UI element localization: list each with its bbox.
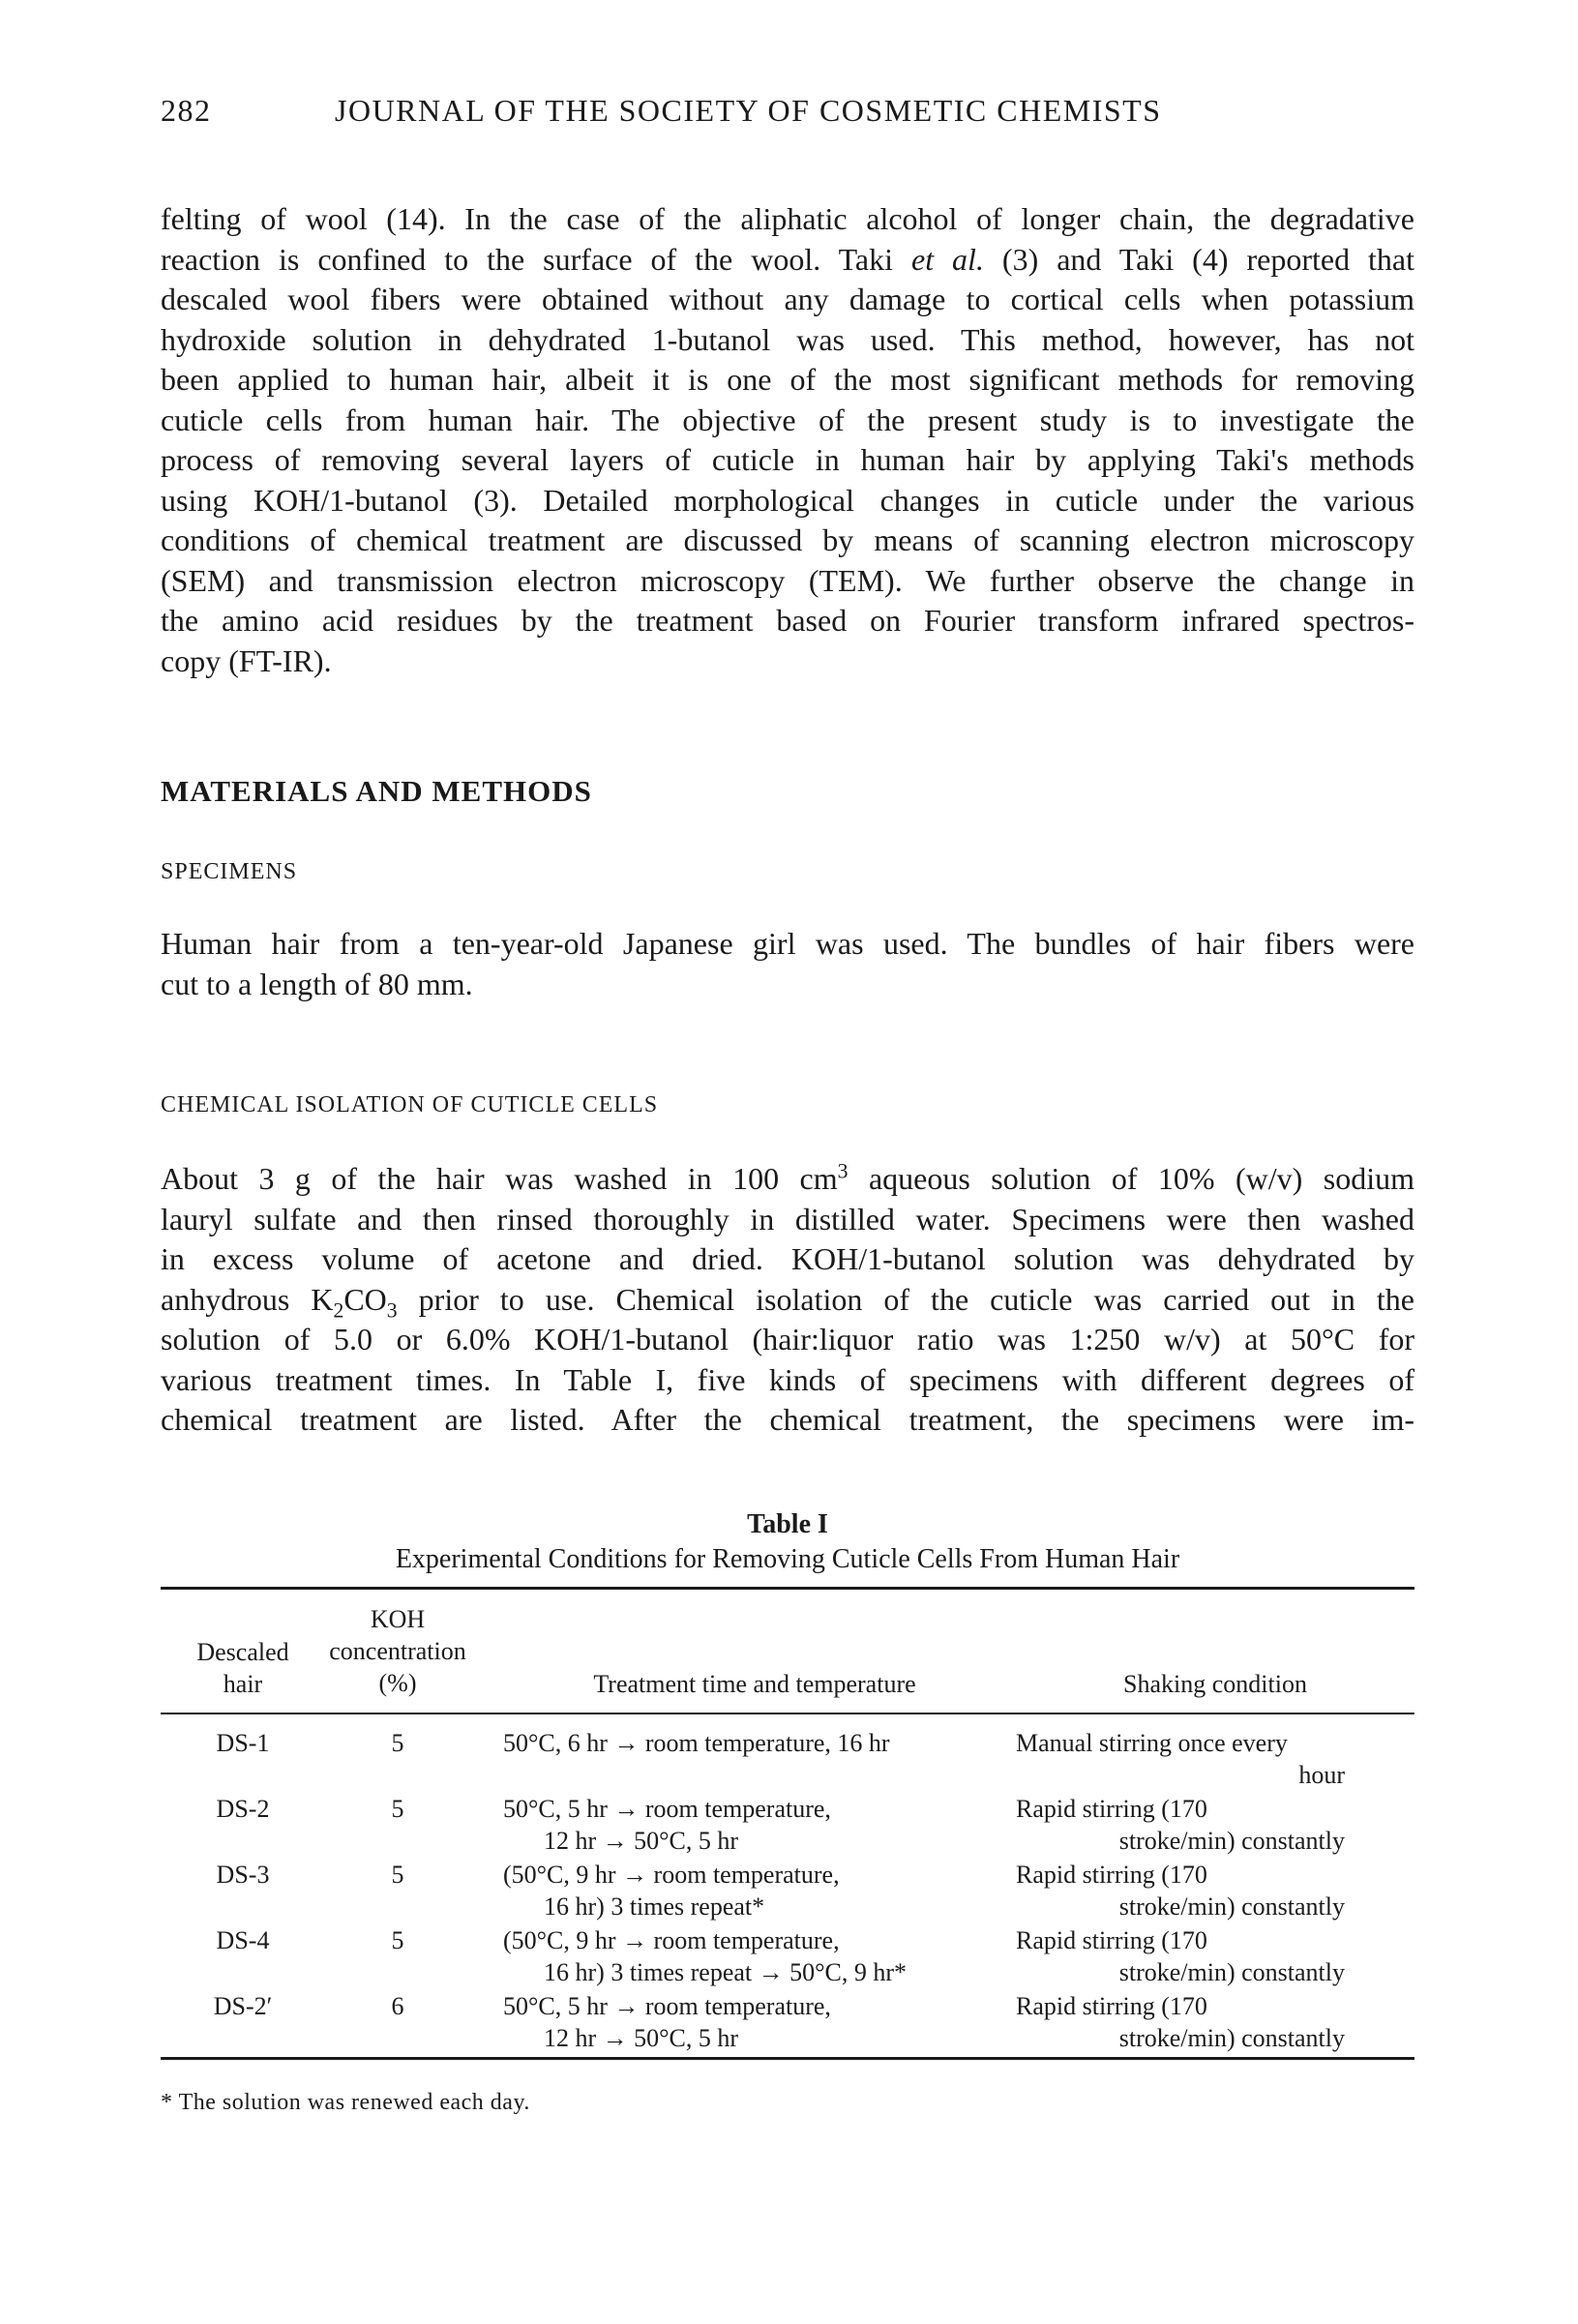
text-line: various treatment times. In Table I, five kinds of specimens with different degrees of <box>161 1361 1414 1397</box>
table-cell-sample: DS-1 <box>216 1729 270 1757</box>
page-number: 282 <box>161 93 212 128</box>
text-line: copy (FT-IR). <box>161 642 332 678</box>
table-number: Table I <box>747 1509 828 1539</box>
text-line: anhydrous $K_2CO_3$ prior to use. Chemical isolation of the cuticle was carried out in the <box>161 1281 1415 1322</box>
text-line: process of removing several layers of cuticle in human hair by applying Taki's methods <box>161 442 1414 477</box>
table-cell-shaking: Manual stirring once every hour <box>1016 1729 1345 1789</box>
intro-paragraph <box>161 199 1414 681</box>
isolation-paragraph <box>161 1159 1414 1441</box>
table-cell-treatment: 50°C, 5 hr → room temperature, 12 hr → 50°C, 5 hr <box>503 1795 831 1855</box>
table-title: Experimental Conditions for Removing Cuticle Cells From Human Hair <box>395 1544 1180 1574</box>
header-descaled-hair: Descaled hair <box>196 1638 289 1698</box>
table-cell-sample: DS-2′ <box>213 1992 273 2020</box>
table-cell-shaking: Rapid stirring (170 stroke/min) constantly <box>1016 1992 1345 2052</box>
journal-title: JOURNAL OF THE SOCIETY OF COSMETIC CHEMISTS <box>335 93 1162 128</box>
text-line: using KOH/1-butanol (3). Detailed morphological changes in cuticle under the various <box>161 482 1414 518</box>
text-line: cuticle cells from human hair. The objective of the present study is to investigate the <box>161 402 1414 437</box>
table-cell-koh: 5 <box>391 1729 404 1757</box>
text-line: About 3 g of the hair was washed in 100 $cm^3$ aqueous solution of 10% (w/v) sodium <box>161 1159 1415 1196</box>
text-line: hydroxide solution in dehydrated 1-butanol was used. This method, however, has not <box>161 321 1414 357</box>
table-cell-koh: 5 <box>391 1861 404 1889</box>
table-bottom-rule <box>161 2057 1414 2060</box>
text-line: been applied to human hair, albeit it is one of the most significant methods for removing <box>161 362 1414 397</box>
table-cell-treatment: (50°C, 9 hr → room temperature, 16 hr) 3 times repeat* <box>503 1861 840 1921</box>
table-cell-shaking: Rapid stirring (170 stroke/min) constantly <box>1016 1926 1345 1986</box>
table-cell-sample: DS-4 <box>216 1926 270 1954</box>
text-line: cut to a length of 80 mm. <box>161 966 473 1001</box>
table-cell-treatment: 50°C, 6 hr → room temperature, 16 hr <box>503 1729 890 1757</box>
table-cell-koh: 5 <box>391 1795 404 1823</box>
header-shaking-condition: Shaking condition <box>1123 1670 1307 1698</box>
text-line: felting of wool (14). In the case of the aliphatic alcohol of longer chain, the degradative <box>161 201 1414 236</box>
table-cell-sample: DS-2 <box>216 1795 270 1823</box>
subsection-heading-isolation: CHEMICAL ISOLATION OF CUTICLE CELLS <box>161 1092 659 1117</box>
text-line: the amino acid residues by the treatment based on Fourier transform infrared spectros- <box>161 603 1414 638</box>
table-top-rule <box>161 1587 1414 1590</box>
specimens-paragraph <box>161 924 1414 1004</box>
text-line: lauryl sulfate and then rinsed thoroughly in distilled water. Specimens were then washed <box>161 1201 1414 1236</box>
text-line: Human hair from a ten-year-old Japanese girl was used. The bundles of hair fibers were <box>161 926 1414 961</box>
table-cell-sample: DS-3 <box>216 1861 270 1889</box>
header-koh-concentration: KOH concentration (%) <box>329 1605 466 1697</box>
table-cell-koh: 6 <box>391 1992 404 2020</box>
text-line: reaction is confined to the surface of the wool. Taki et al. (3) and Taki (4) reported that <box>161 241 1415 277</box>
subsection-heading-specimens: SPECIMENS <box>161 859 298 884</box>
table-cell-shaking: Rapid stirring (170 stroke/min) constantly <box>1016 1795 1345 1855</box>
table-cell-shaking: Rapid stirring (170 stroke/min) constantly <box>1016 1861 1345 1921</box>
table-caption <box>161 1507 1414 1577</box>
section-heading: MATERIALS AND METHODS <box>161 774 592 808</box>
table-header-rule <box>161 1713 1414 1714</box>
text-line: conditions of chemical treatment are discussed by means of scanning electron microscopy <box>161 522 1414 557</box>
header-treatment-time: Treatment time and temperature <box>593 1670 916 1698</box>
text-line: descaled wool fibers were obtained without any damage to cortical cells when potassium <box>161 282 1414 316</box>
text-line: chemical treatment are listed. After the chemical treatment, the specimens were im- <box>161 1402 1414 1437</box>
table-footnote: * The solution was renewed each day. <box>161 2090 530 2115</box>
text-line: in excess volume of acetone and dried. KOH/1-butanol solution was dehydrated by <box>161 1241 1414 1276</box>
table-cell-koh: 5 <box>391 1926 404 1954</box>
table-cell-treatment: 50°C, 5 hr → room temperature, 12 hr → 50°C, 5 hr <box>503 1992 831 2052</box>
text-line: (SEM) and transmission electron microscopy (TEM). We further observe the change in <box>161 562 1414 598</box>
text-line: solution of 5.0 or 6.0% KOH/1-butanol (hair:liquor ratio was 1:250 w/v) at 50°C for <box>161 1322 1414 1356</box>
table-cell-treatment: (50°C, 9 hr → room temperature, 16 hr) 3 times repeat → 50°C, 9 hr* <box>503 1926 908 1986</box>
